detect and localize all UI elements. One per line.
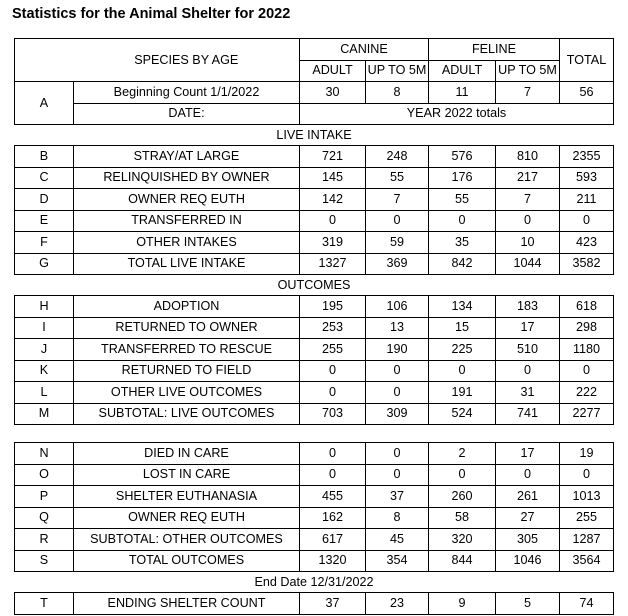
cell-value: 35 <box>429 232 496 254</box>
row-code: D <box>15 189 74 211</box>
row-code: N <box>15 443 74 465</box>
section-title-live-intake: LIVE INTAKE <box>15 125 614 146</box>
row-label: ENDING SHELTER COUNT <box>74 593 300 615</box>
cell-value: 3582 <box>560 253 614 275</box>
row-label: TRANSFERRED IN <box>74 210 300 232</box>
row-code: Q <box>15 507 74 529</box>
cell-value: 1287 <box>560 529 614 551</box>
cell-value: 11 <box>429 82 496 104</box>
table-row <box>15 593 614 615</box>
table-row <box>15 232 614 254</box>
cell-value: 190 <box>366 339 429 361</box>
row-code: K <box>15 360 74 382</box>
cell-value: 253 <box>300 317 366 339</box>
cell-value: 9 <box>429 593 496 615</box>
cell-value: 30 <box>300 82 366 104</box>
cell-value: 8 <box>366 507 429 529</box>
row-code: M <box>15 403 74 425</box>
cell-value: 3564 <box>560 550 614 572</box>
cell-value: 134 <box>429 296 496 318</box>
cell-value: 0 <box>300 382 366 404</box>
cell-value: 31 <box>496 382 560 404</box>
cell-value: 255 <box>300 339 366 361</box>
feline-adult-header: ADULT <box>429 60 496 82</box>
cell-value: 5 <box>496 593 560 615</box>
table-row <box>15 189 614 211</box>
table-row <box>15 253 614 275</box>
row-code: S <box>15 550 74 572</box>
cell-value: 10 <box>496 232 560 254</box>
cell-value: 17 <box>496 317 560 339</box>
cell-value: 741 <box>496 403 560 425</box>
row-label: SHELTER EUTHANASIA <box>74 486 300 508</box>
cell-value: 0 <box>366 382 429 404</box>
row-code: J <box>15 339 74 361</box>
cell-value: 0 <box>429 464 496 486</box>
cell-value: 37 <box>300 593 366 615</box>
date-value: YEAR 2022 totals <box>300 103 614 125</box>
cell-value: 721 <box>300 146 366 168</box>
cell-value: 195 <box>300 296 366 318</box>
canine-header: CANINE <box>300 39 429 61</box>
cell-value: 369 <box>366 253 429 275</box>
table-row <box>15 403 614 425</box>
table-row <box>15 529 614 551</box>
cell-value: 145 <box>300 167 366 189</box>
cell-value: 106 <box>366 296 429 318</box>
cell-value: 1327 <box>300 253 366 275</box>
cell-value: 13 <box>366 317 429 339</box>
cell-value: 0 <box>429 210 496 232</box>
cell-value: 261 <box>496 486 560 508</box>
cell-value: 0 <box>366 360 429 382</box>
row-label: ADOPTION <box>74 296 300 318</box>
cell-value: 225 <box>429 339 496 361</box>
cell-value: 7 <box>496 189 560 211</box>
cell-value: 55 <box>429 189 496 211</box>
table-row <box>15 360 614 382</box>
row-code: A <box>15 82 74 125</box>
end-date: End Date 12/31/2022 <box>15 572 614 593</box>
cell-value: 309 <box>366 403 429 425</box>
cell-value: 0 <box>496 464 560 486</box>
cell-value: 524 <box>429 403 496 425</box>
cell-value: 703 <box>300 403 366 425</box>
table-row <box>15 167 614 189</box>
cell-value: 0 <box>300 443 366 465</box>
total-header: TOTAL <box>560 39 614 82</box>
cell-value: 37 <box>366 486 429 508</box>
table-row <box>15 443 614 465</box>
cell-value: 2277 <box>560 403 614 425</box>
feline-header: FELINE <box>429 39 560 61</box>
cell-value: 1013 <box>560 486 614 508</box>
cell-value: 59 <box>366 232 429 254</box>
shelter-statistics-table <box>14 38 614 615</box>
row-label: LOST IN CARE <box>74 464 300 486</box>
cell-value: 27 <box>496 507 560 529</box>
cell-value: 810 <box>496 146 560 168</box>
row-label: SUBTOTAL: LIVE OUTCOMES <box>74 403 300 425</box>
cell-value: 191 <box>429 382 496 404</box>
cell-value: 510 <box>496 339 560 361</box>
cell-value: 844 <box>429 550 496 572</box>
cell-value: 7 <box>496 82 560 104</box>
cell-value: 15 <box>429 317 496 339</box>
cell-value: 255 <box>560 507 614 529</box>
cell-value: 320 <box>429 529 496 551</box>
cell-value: 576 <box>429 146 496 168</box>
cell-value: 2355 <box>560 146 614 168</box>
row-code: P <box>15 486 74 508</box>
table-row <box>15 339 614 361</box>
cell-value: 142 <box>300 189 366 211</box>
table-row <box>15 382 614 404</box>
cell-value: 2 <box>429 443 496 465</box>
section-title-outcomes: OUTCOMES <box>15 275 614 296</box>
cell-value: 298 <box>560 317 614 339</box>
row-label: OTHER INTAKES <box>74 232 300 254</box>
table-row <box>15 507 614 529</box>
cell-value: 0 <box>496 360 560 382</box>
cell-value: 1046 <box>496 550 560 572</box>
row-label: RETURNED TO OWNER <box>74 317 300 339</box>
cell-value: 17 <box>496 443 560 465</box>
cell-value: 455 <box>300 486 366 508</box>
table-row <box>15 486 614 508</box>
row-label: RETURNED TO FIELD <box>74 360 300 382</box>
row-code: L <box>15 382 74 404</box>
cell-value: 423 <box>560 232 614 254</box>
table-row <box>15 296 614 318</box>
row-label: OWNER REQ EUTH <box>74 189 300 211</box>
cell-value: 842 <box>429 253 496 275</box>
cell-value: 248 <box>366 146 429 168</box>
cell-value: 0 <box>429 360 496 382</box>
cell-value: 305 <box>496 529 560 551</box>
canine-adult-header: ADULT <box>300 60 366 82</box>
row-code: T <box>15 593 74 615</box>
row-label: OTHER LIVE OUTCOMES <box>74 382 300 404</box>
row-code: E <box>15 210 74 232</box>
cell-value: 0 <box>300 360 366 382</box>
cell-value: 0 <box>560 464 614 486</box>
row-label: DIED IN CARE <box>74 443 300 465</box>
row-label: RELINQUISHED BY OWNER <box>74 167 300 189</box>
row-label: TOTAL LIVE INTAKE <box>74 253 300 275</box>
table-row <box>15 210 614 232</box>
row-code: F <box>15 232 74 254</box>
table-row <box>15 550 614 572</box>
cell-value: 1320 <box>300 550 366 572</box>
cell-value: 211 <box>560 189 614 211</box>
row-code: B <box>15 146 74 168</box>
cell-value: 354 <box>366 550 429 572</box>
cell-value: 222 <box>560 382 614 404</box>
row-code: C <box>15 167 74 189</box>
table-row <box>15 464 614 486</box>
cell-value: 45 <box>366 529 429 551</box>
cell-value: 58 <box>429 507 496 529</box>
cell-value: 183 <box>496 296 560 318</box>
spacer <box>15 425 614 443</box>
cell-value: 0 <box>560 360 614 382</box>
table-row <box>15 317 614 339</box>
cell-value: 7 <box>366 189 429 211</box>
cell-value: 617 <box>300 529 366 551</box>
cell-value: 0 <box>366 464 429 486</box>
cell-value: 618 <box>560 296 614 318</box>
row-label: STRAY/AT LARGE <box>74 146 300 168</box>
row-label: OWNER REQ EUTH <box>74 507 300 529</box>
cell-value: 0 <box>366 210 429 232</box>
cell-value: 319 <box>300 232 366 254</box>
cell-value: 0 <box>560 210 614 232</box>
row-label: Beginning Count 1/1/2022 <box>74 82 300 104</box>
canine-up-to-5m-header: UP TO 5M <box>366 60 429 82</box>
row-code: G <box>15 253 74 275</box>
cell-value: 217 <box>496 167 560 189</box>
cell-value: 0 <box>300 210 366 232</box>
row-code: R <box>15 529 74 551</box>
cell-value: 8 <box>366 82 429 104</box>
cell-value: 0 <box>300 464 366 486</box>
cell-value: 1180 <box>560 339 614 361</box>
cell-value: 55 <box>366 167 429 189</box>
cell-value: 0 <box>496 210 560 232</box>
cell-value: 1044 <box>496 253 560 275</box>
cell-value: 19 <box>560 443 614 465</box>
cell-value: 593 <box>560 167 614 189</box>
feline-up-to-5m-header: UP TO 5M <box>496 60 560 82</box>
table-row <box>15 146 614 168</box>
species-by-age-header: SPECIES BY AGE <box>74 39 300 82</box>
row-code: H <box>15 296 74 318</box>
row-label: TOTAL OUTCOMES <box>74 550 300 572</box>
cell-value: 74 <box>560 593 614 615</box>
date-label: DATE: <box>74 103 300 125</box>
cell-value: 0 <box>366 443 429 465</box>
cell-value: 176 <box>429 167 496 189</box>
row-label: SUBTOTAL: OTHER OUTCOMES <box>74 529 300 551</box>
page-title: Statistics for the Animal Shelter for 2022 <box>12 6 291 22</box>
row-code: I <box>15 317 74 339</box>
row-label: TRANSFERRED TO RESCUE <box>74 339 300 361</box>
cell-value: 260 <box>429 486 496 508</box>
cell-value: 23 <box>366 593 429 615</box>
cell-value: 162 <box>300 507 366 529</box>
row-code: O <box>15 464 74 486</box>
cell-value: 56 <box>560 82 614 104</box>
